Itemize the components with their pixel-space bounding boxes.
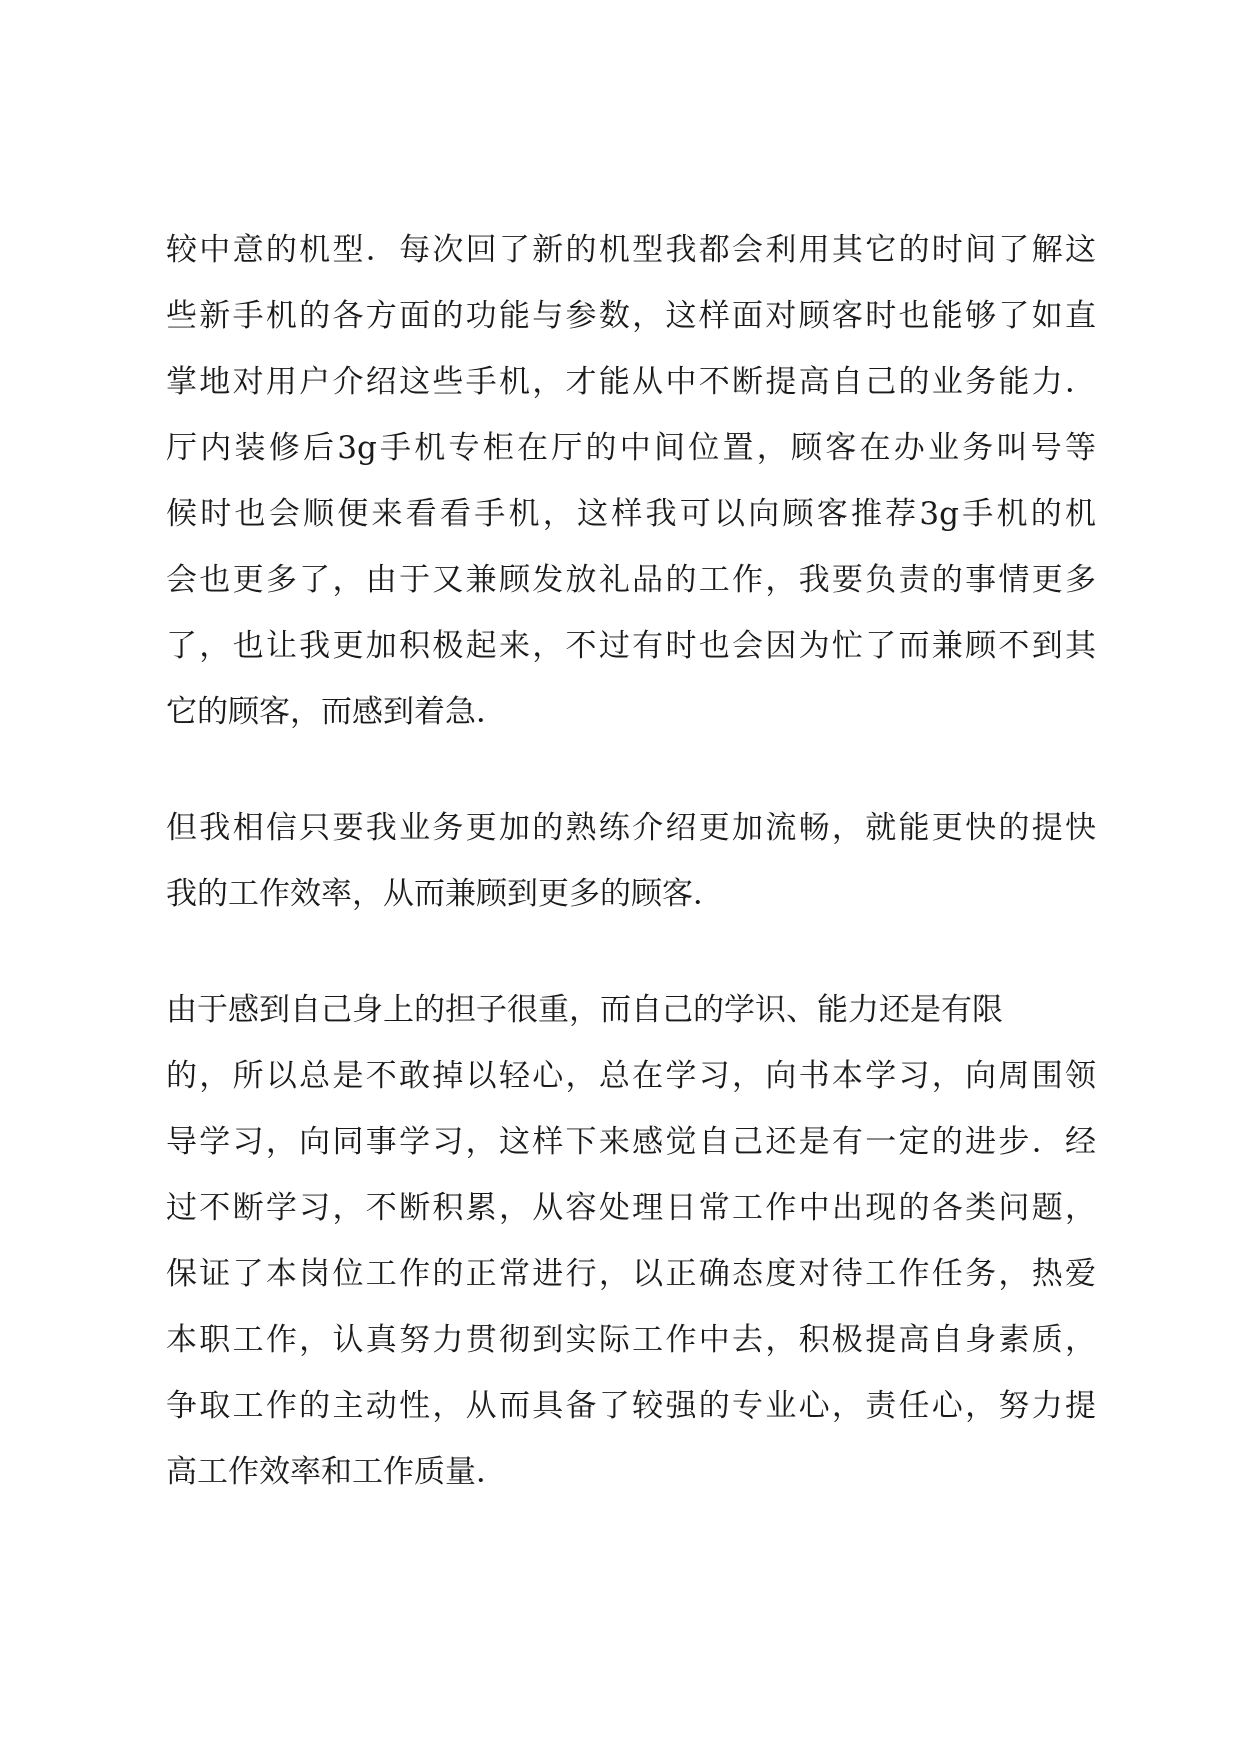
text-line: 它的顾客，而感到着急． bbox=[166, 694, 507, 730]
text-line: 过不断学习，不断积累，从容处理日常工作中出现的各类问题， bbox=[166, 1190, 1096, 1226]
text-line: 会也更多了，由于又兼顾发放礼品的工作，我要负责的事情更多 bbox=[166, 562, 1096, 598]
text-line: 较中意的机型．每次回了新的机型我都会利用其它的时间了解这 bbox=[166, 232, 1096, 268]
text-line: 但我相信只要我业务更加的熟练介绍更加流畅，就能更快的提快 bbox=[166, 810, 1096, 846]
text-line: 由于感到自己身上的担子很重，而自己的学识、能力还是有限 bbox=[166, 992, 1003, 1028]
text-line: 导学习，向同事学习，这样下来感觉自己还是有一定的进步．经 bbox=[166, 1124, 1096, 1160]
text-line: 掌地对用户介绍这些手机，才能从中不断提高自己的业务能力． bbox=[166, 364, 1096, 400]
text-line: 我的工作效率，从而兼顾到更多的顾客． bbox=[166, 876, 724, 912]
text-line: 些新手机的各方面的功能与参数，这样面对顾客时也能够了如直 bbox=[166, 298, 1096, 334]
text-line: 保证了本岗位工作的正常进行，以正确态度对待工作任务，热爱 bbox=[166, 1256, 1096, 1292]
text-line: 了，也让我更加积极起来，不过有时也会因为忙了而兼顾不到其 bbox=[166, 628, 1096, 664]
text-line: 本职工作，认真努力贯彻到实际工作中去，积极提高自身素质， bbox=[166, 1322, 1096, 1358]
text-line: 的，所以总是不敢掉以轻心，总在学习，向书本学习，向周围领 bbox=[166, 1058, 1096, 1094]
text-line: 高工作效率和工作质量． bbox=[166, 1454, 507, 1490]
text-line: 候时也会顺便来看看手机，这样我可以向顾客推荐3g手机的机 bbox=[166, 496, 1096, 532]
text-line: 厅内装修后3g手机专柜在厅的中间位置，顾客在办业务叫号等 bbox=[166, 430, 1096, 466]
text-line: 争取工作的主动性，从而具备了较强的专业心，责任心，努力提 bbox=[166, 1388, 1096, 1424]
